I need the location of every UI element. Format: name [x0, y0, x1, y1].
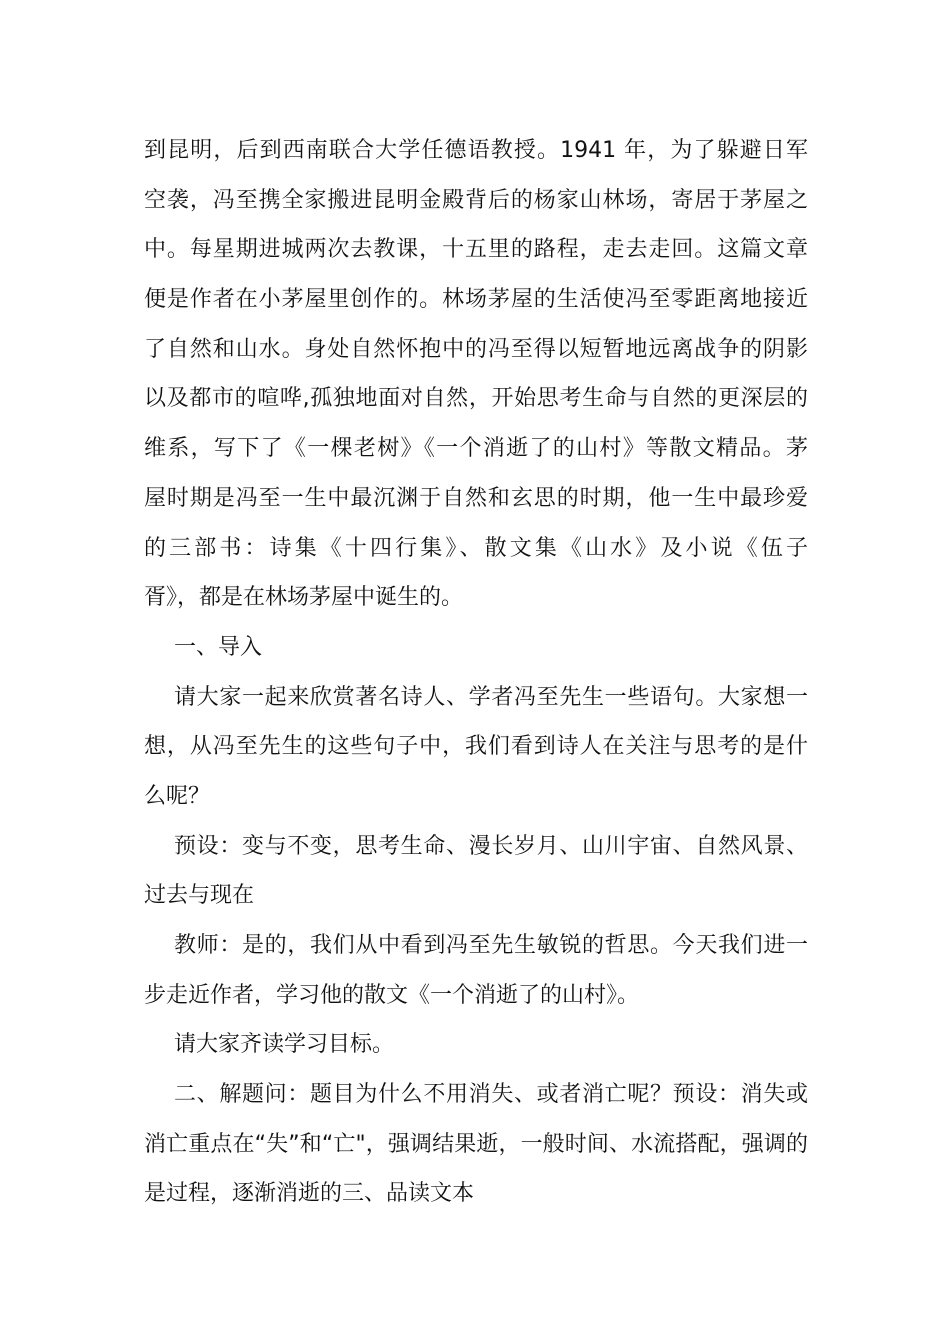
text-line: 了自然和山水。身处自然怀抱中的冯至得以短暂地远离战争的阴影: [144, 336, 808, 362]
document-body: [144, 126, 808, 1219]
text-line: 消亡重点在“失”和“亡"，强调结果逝，一般时间、水流搭配，强调的: [144, 1131, 808, 1157]
text-line: 的三部书：诗集《十四行集》、散文集《山水》及小说《伍子: [144, 535, 808, 561]
text-line: 么呢？: [144, 783, 211, 809]
text-line: 到昆明，后到西南联合大学任德语教授。1941 年，为了躲避日军: [144, 138, 808, 163]
text-line: 二、解题问：题目为什么不用消失、或者消亡呢？预设：消失或: [174, 1082, 808, 1108]
text-line: 想，从冯至先生的这些句子中，我们看到诗人在关注与思考的是什: [144, 734, 808, 760]
text-line: 便是作者在小茅屋里创作的。林场茅屋的生活使冯至零距离地接近: [144, 287, 808, 313]
text-line: 是过程，逐渐消逝的三、品读文本: [144, 1181, 475, 1207]
text-line: 请大家齐读学习目标。: [174, 1032, 395, 1058]
text-line: 一、导入: [174, 634, 263, 660]
text-line: 请大家一起来欣赏著名诗人、学者冯至先生一些语句。大家想一: [174, 684, 808, 710]
text-line: 过去与现在: [144, 883, 255, 909]
text-line: 预设：变与不变，思考生命、漫长岁月、山川宇宙、自然风景、: [174, 833, 808, 859]
text-line: 中。每星期进城两次去教课，十五里的路程，走去走回。这篇文章: [144, 237, 808, 263]
text-line: 步走近作者，学习他的散文《一个消逝了的山村》。: [144, 982, 640, 1008]
text-line: 以及都市的喧哗,孤独地面对自然，开始思考生命与自然的更深层的: [144, 386, 808, 412]
text-line: 胥》，都是在林场茅屋中诞生的。: [144, 585, 464, 611]
text-line: 维系，写下了《一棵老树》《一个消逝了的山村》等散文精品。茅: [144, 436, 808, 462]
text-line: 教师：是的，我们从中看到冯至先生敏锐的哲思。今天我们进一: [174, 933, 808, 958]
text-line: 空袭，冯至携全家搬进昆明金殿背后的杨家山林场，寄居于茅屋之: [144, 187, 808, 213]
text-line: 屋时期是冯至一生中最沉渊于自然和玄思的时期，他一生中最珍爱: [144, 485, 808, 511]
